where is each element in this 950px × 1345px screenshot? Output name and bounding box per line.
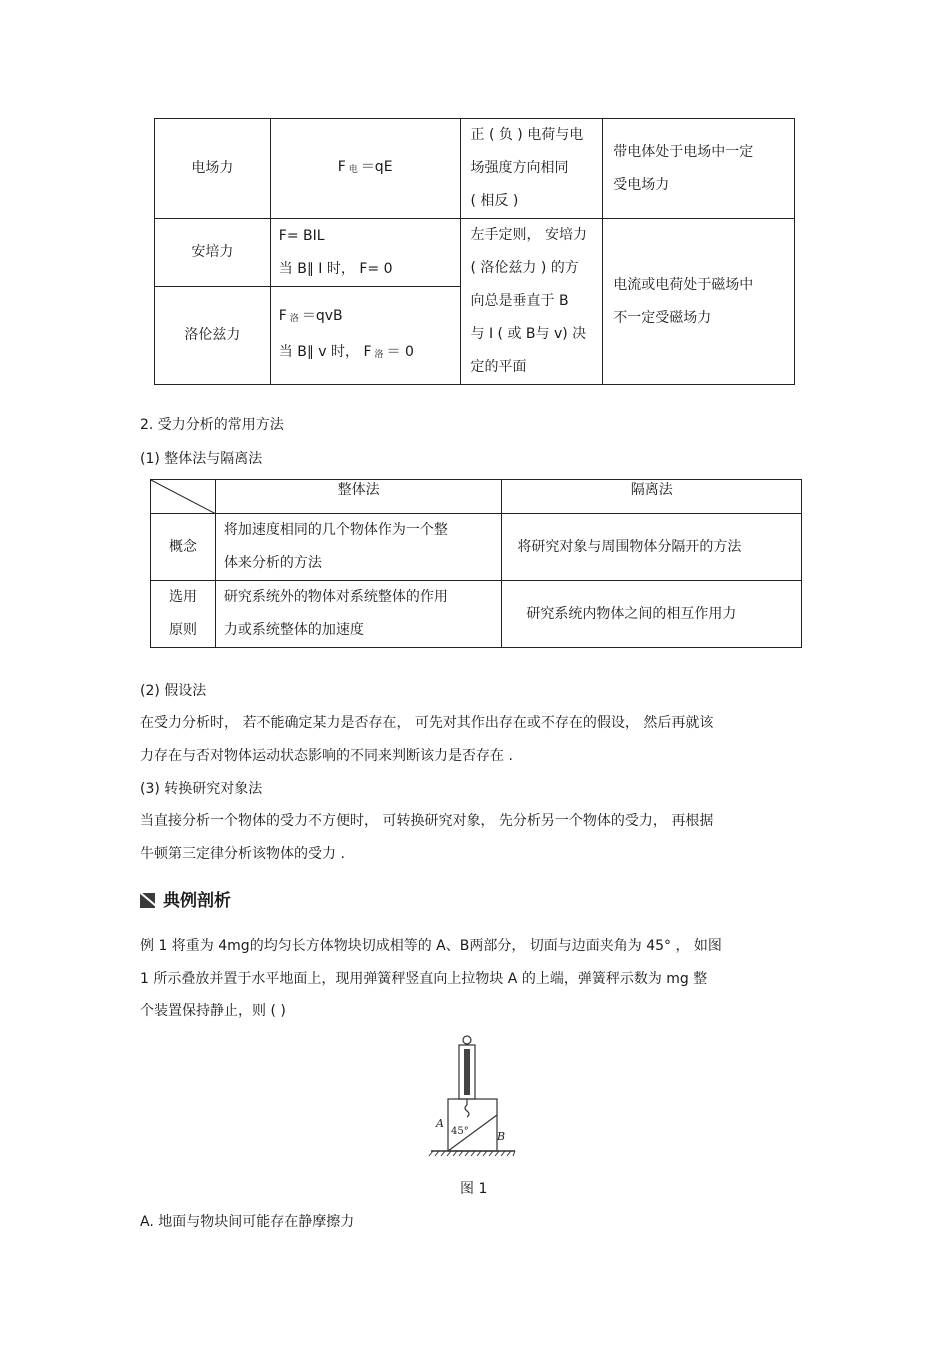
isolate-method-cell: 研究系统内物体之间的相互作用力 [502, 581, 802, 648]
heading-2: 2. 受力分析的常用方法 [140, 417, 284, 433]
angle-label: 45° [451, 1126, 469, 1137]
column-header: 整体法 [215, 480, 502, 514]
figure-caption: 图 1 [460, 1181, 488, 1197]
section-title: 典例剖析 [163, 891, 231, 911]
force-formula: F= BIL 当 B∥ I 时， F= 0 [270, 219, 460, 287]
force-name: 安培力 [155, 219, 271, 287]
column-header: 隔离法 [502, 480, 802, 514]
subheading-1: (1) 整体法与隔离法 [140, 451, 263, 467]
force-direction: 正 ( 负 ) 电荷与电 场强度方向相同 ( 相反 ) [460, 119, 603, 219]
method-table [150, 479, 802, 648]
force-condition: 带电体处于电场中一定 受电场力 [603, 119, 795, 219]
magnetic-direction: 左手定则， 安培力 ( 洛伦兹力 ) 的方 向总是垂直于 B 与 I ( 或 B与 v) 决 定的平面 [460, 219, 603, 385]
subheading-2: (2) 假设法 [140, 683, 207, 699]
row-label: 选用 原则 [151, 581, 216, 648]
option-a: A. 地面与物块间可能存在静摩擦力 [140, 1214, 355, 1230]
section-marker-icon [140, 893, 155, 908]
isolate-method-cell: 将研究对象与周围物体分隔开的方法 [502, 514, 802, 581]
example-line: 1 所示叠放并置于水平地面上，现用弹簧秤竖直向上拉物块 A 的上端，弹簧秤示数为 mg 整 [140, 971, 708, 987]
subheading-3: (3) 转换研究对象法 [140, 781, 263, 797]
paragraph-line: 在受力分析时， 若不能确定某力是否存在， 可先对其作出存在或不存在的假设， 然后再就该 [140, 715, 714, 731]
force-name: 洛伦兹力 [155, 287, 271, 385]
label-b: B [497, 1130, 506, 1143]
section-header [140, 886, 231, 911]
whole-method-cell: 将加速度相同的几个物体作为一个整 体来分析的方法 [215, 514, 502, 581]
diagonal-line [151, 480, 216, 514]
example-line: 个装置保持静止，则 ( ) [140, 1003, 286, 1019]
block-outline [448, 1099, 497, 1151]
force-formula: F $_洛$ ＝qvB 当 B∥ v 时， F $_洛$ ＝ 0 [270, 287, 460, 385]
figure-1 [425, 1035, 525, 1160]
label-a: A [436, 1117, 444, 1130]
diagonal-header-cell [151, 480, 216, 514]
paragraph-line: 当直接分析一个物体的受力不方便时， 可转换研究对象， 先分析另一个物体的受力， 再根据 [140, 813, 714, 829]
force-formula: F $_电$ ＝qE [270, 119, 460, 219]
example-line: 例 1 将重为 4mg的均匀长方体物块切成相等的 A、B两部分， 切面与边面夹角为 45° ， 如图 [140, 938, 722, 954]
force-table [154, 118, 795, 385]
magnetic-condition: 电流或电荷处于磁场中 不一定受磁场力 [603, 219, 795, 385]
ground-hatch [429, 1151, 515, 1156]
paragraph-line: 力存在与否对物体运动状态影响的不同来判断该力是否存在 . [140, 748, 513, 764]
whole-method-cell: 研究系统外的物体对系统整体的作用 力或系统整体的加速度 [215, 581, 502, 648]
paragraph-line: 牛顿第三定律分析该物体的受力 . [140, 846, 345, 862]
row-label: 概念 [151, 514, 216, 581]
force-name: 电场力 [155, 119, 271, 219]
spring-scale-icon [459, 1036, 475, 1117]
